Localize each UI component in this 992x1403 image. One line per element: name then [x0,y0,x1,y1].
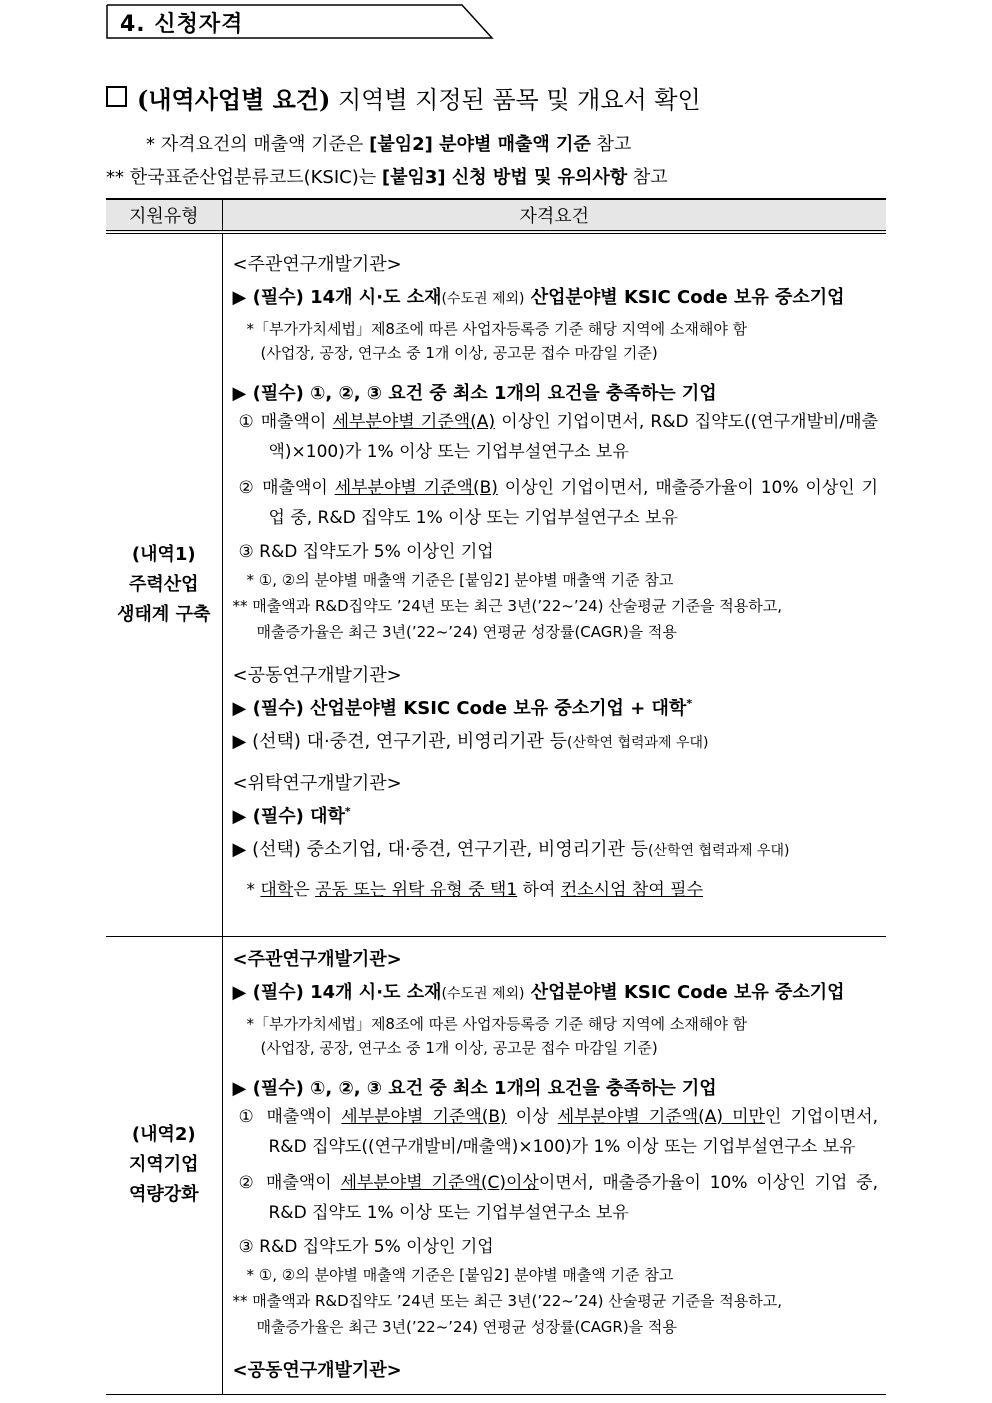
joint-required [233,694,879,720]
entrusted-optional [233,835,879,861]
item-text: ② 매출액이 [238,1172,341,1193]
note-line: * ①, ②의 분야별 매출액 기준은 [붙임2] 분야별 매출액 기준 참고 [246,571,674,589]
type-line: 지역기업 [128,1154,199,1175]
note-ksic [106,163,668,189]
req-text: ▶ (필수) 대학 [232,806,345,827]
required-location [233,978,879,1004]
note-line: *「부가가치세법」제8조에 따른 사업자등록증 기준 해당 지역에 소재해야 함 [246,320,748,338]
item-underline: 세부분야별 기준액(A) [332,412,496,432]
lead-org-title: <주관연구개발기관> [232,948,402,970]
req-small: (수도권 제외) [441,291,525,307]
type-line: 생태계 구축 [117,603,211,625]
university-note [233,875,879,900]
note-line: ** 매출액과 R&D집약도 ’24년 또는 최근 3년(’22~’24) 산술평균 기준을 적용하고, [232,1291,782,1310]
type-line: 주력산업 [128,573,199,595]
note-text: 참고 [627,167,668,188]
item-underline: 세부분야별 기준액(A) 미만 [557,1106,765,1127]
requirements-cell [222,936,886,1394]
footnote-mark: * [686,697,693,710]
condition-item [233,1168,879,1228]
item-underline: 세부분야별 기준액(B) [334,478,498,498]
condition-item [233,1102,879,1162]
item-text: 이면서, 매출증가율이 10% 이상인 기업 중, R&D 집약도 1% 이상 또는 기업부설연구소 보유 [268,1172,878,1223]
note-line: 매출증가율은 최근 3년(’22~’24) 연평균 성장률(CAGR)을 적용 [256,1317,677,1336]
table-row [106,936,886,1394]
type-line: (내역2) [131,1124,196,1145]
lead-org-title: <주관연구개발기관> [232,254,402,275]
item-underline: 세부분야별 기준액(C)이상 [340,1172,539,1193]
entrusted-org-title: <위탁연구개발기관> [232,773,402,794]
req-text: ▶ (필수) 14개 시·도 소재 [232,287,442,308]
note-line: ** 매출액과 R&D집약도 ’24년 또는 최근 3년(’22~’24) 산술평균 기준을 적용하고, [232,597,782,615]
item-text: ① 매출액이 [238,412,333,432]
note-sales-criteria [146,130,631,156]
item-text: 인 기업이면서, R&D 집약도((연구개발비/매출액)×100)가 1% 이상 또는 기업부설연구소 보유 [268,1106,878,1157]
item-text: ① 매출액이 [238,1106,342,1127]
req-text: 산업분야별 KSIC Code 보유 중소기업 [524,981,845,1003]
condition-item: ③ R&D 집약도가 5% 이상인 기업 [238,1236,494,1257]
note-text: 하여 [517,880,561,900]
req-small: (산학연 협력과제 우대) [566,735,709,751]
required-conditions: ▶ (필수) ①, ②, ③ 요건 중 최소 1개의 요건을 충족하는 기업 [232,1077,717,1099]
note-line: (사업장, 공장, 연구소 중 1개 이상, 공고문 접수 마감일 기준) [260,344,658,362]
item-text: 이상 [506,1106,558,1127]
note-line: 매출증가율은 최근 3년(’22~’24) 연평균 성장률(CAGR)을 적용 [256,623,677,641]
requirements-cell [222,232,886,936]
condition-notes [233,1262,879,1340]
condition-item [233,473,879,533]
heading-text: 지역별 지정된 품목 및 개요서 확인 [330,86,701,114]
item-text: 이상인 기업이면서, R&D 집약도((연구개발비/매출액)×100)가 1% 이상 또는 기업부설연구소 보유 [268,412,878,462]
type-line: 역량강화 [128,1184,199,1205]
condition-item [233,407,879,467]
requirement-heading [106,80,701,115]
heading-prefix: (내역사업별 요건) [137,85,331,114]
joint-optional [233,727,879,753]
req-text: 산업분야별 KSIC Code 보유 중소기업 [524,287,845,308]
table-row [106,232,886,936]
item-text: ② 매출액이 [238,478,335,498]
required-conditions: ▶ (필수) ①, ②, ③ 요건 중 최소 1개의 요건을 충족하는 기업 [232,383,717,404]
item-underline: 세부분야별 기준액(B) [341,1106,507,1127]
table-header-row [106,199,886,232]
note-text: 은 [293,880,316,900]
note-text: 참고 [590,134,632,155]
checkbox-square-icon [106,86,127,107]
required-location [233,283,879,309]
entrusted-required [233,802,879,828]
section-title-tab [106,4,492,38]
item-text: 이상인 기업이면서, 매출증가율이 10% 이상인 기업 중, R&D 집약도 1% 이상 또는 기업부설연구소 보유 [268,478,878,528]
header-requirements: 자격요건 [222,199,886,232]
note-bold: [붙임2] 분야별 매출액 기준 [369,134,591,155]
location-note [233,317,879,365]
note-underline: 대학 [260,880,294,900]
joint-org-title: <공동연구개발기관> [232,1359,402,1381]
note-line: *「부가가치세법」제8조에 따른 사업자등록증 기준 해당 지역에 소재해야 함 [246,1014,748,1033]
note-text: * 자격요건의 매출액 기준은 [146,134,370,155]
support-type-cell [106,936,222,1394]
req-text: ▶ (필수) 14개 시·도 소재 [232,981,442,1003]
support-type-cell [106,232,222,936]
note-bold: [붙임3] 신청 방법 및 유의사항 [381,167,628,188]
req-text: ▶ (선택) 대·중견, 연구기관, 비영리기관 등 [232,731,567,752]
note-line: * ①, ②의 분야별 매출액 기준은 [붙임2] 분야별 매출액 기준 참고 [246,1265,674,1284]
note-text: ** 한국표준산업분류코드(KSIC)는 [106,167,382,188]
joint-org-title: <공동연구개발기관> [232,665,402,686]
location-note [233,1012,879,1060]
type-line: (내역1) [131,543,196,565]
req-small: (산학연 협력과제 우대) [647,843,790,859]
note-underline: 컨소시엄 참여 필수 [560,880,703,900]
note-text: * [246,880,261,900]
req-small: (수도권 제외) [441,985,525,1002]
requirements-table [106,198,886,1395]
footnote-mark: * [344,805,351,818]
note-underline: 공동 또는 위탁 유형 중 택1 [315,880,518,900]
header-support-type: 지원유형 [106,199,222,232]
section-title: 4. 신청자격 [120,12,244,37]
condition-notes [233,567,879,645]
req-text: ▶ (선택) 중소기업, 대·중견, 연구기관, 비영리기관 등 [232,839,648,860]
condition-item: ③ R&D 집약도가 5% 이상인 기업 [238,542,494,562]
note-line: (사업장, 공장, 연구소 중 1개 이상, 공고문 접수 마감일 기준) [260,1038,658,1057]
req-text: ▶ (필수) 산업분야별 KSIC Code 보유 중소기업 + 대학 [232,698,687,719]
